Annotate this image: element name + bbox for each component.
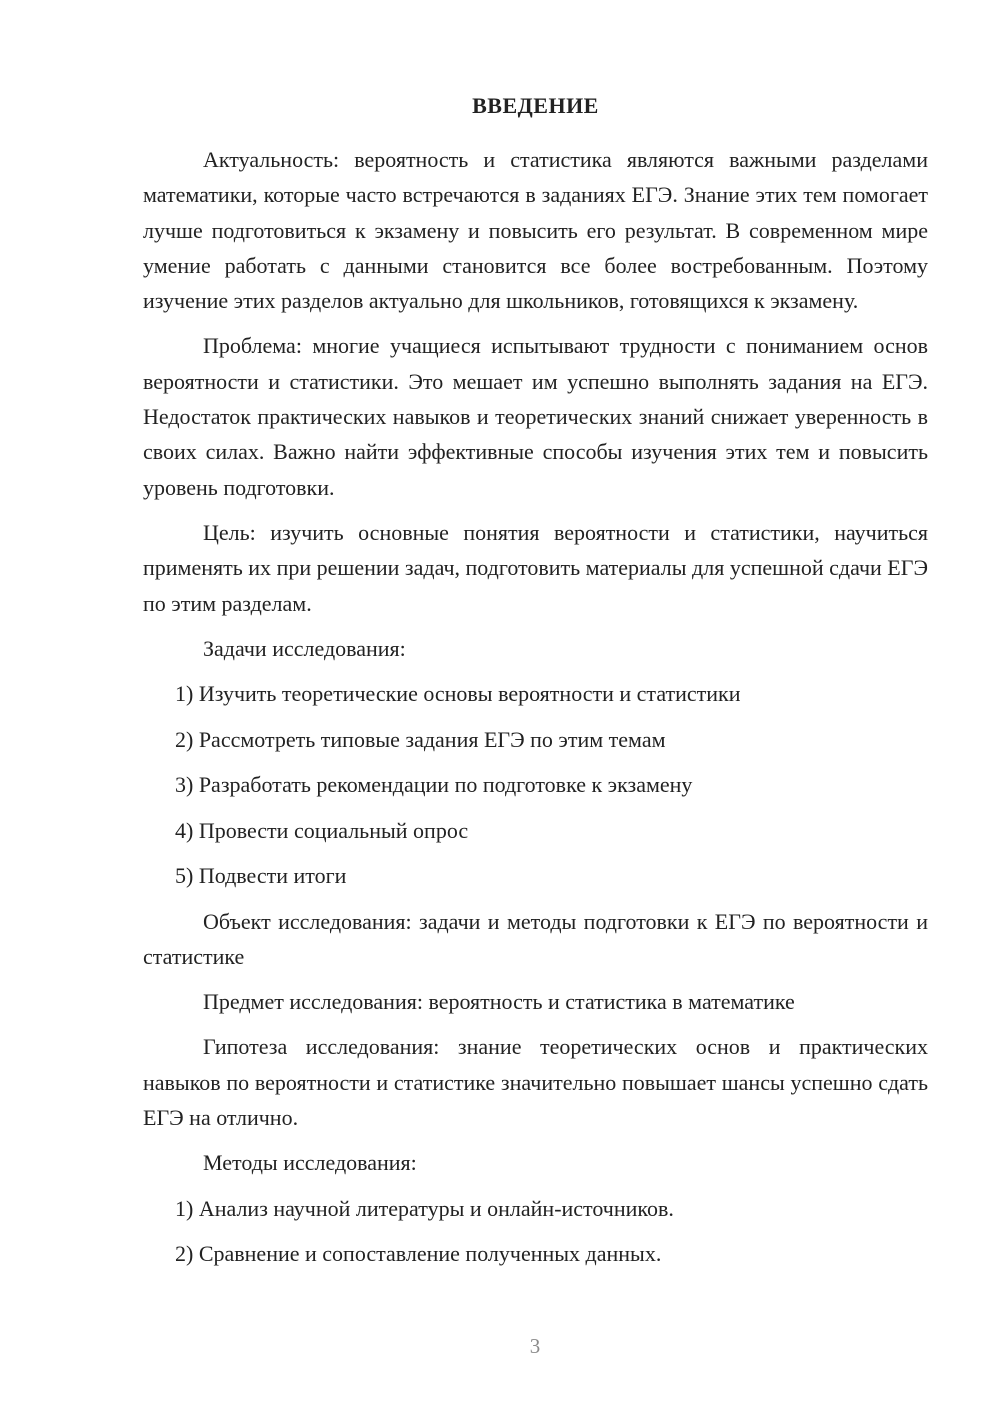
document-page: [143, 92, 928, 1282]
list-item: 2) Сравнение и сопоставление полученных данных.: [175, 1241, 662, 1267]
relevance-paragraph: Актуальность: вероятность и статистика являются важными разделами математики, которые часто встречаются в заданиях ЕГЭ. Знание этих тем помогает лучше подготовиться к экзамену и повысить его результат. В современном мире умение работать с данными становится все более востребованным. Поэтому изучение этих разделов актуально для школьников, готовящихся к экзамену.: [143, 147, 928, 314]
page-number: 3: [529, 1334, 541, 1358]
problem-paragraph: Проблема: многие учащиеся испытывают трудности с пониманием основ вероятности и статистики. Это мешает им успешно выполнять задания на ЕГЭ. Недостаток практических навыков и теоретических знаний снижает уверенность в своих силах. Важно найти эффективные способы изучения этих тем и повысить уровень подготовки.: [143, 333, 928, 500]
goal-paragraph: Цель: изучить основные понятия вероятности и статистики, научиться применять их при решении задач, подготовить материалы для успешной сдачи ЕГЭ по этим разделам.: [143, 519, 928, 616]
tasks-list: [143, 676, 928, 893]
list-item: 1) Анализ научной литературы и онлайн-источников.: [175, 1195, 674, 1221]
list-item: 1) Изучить теоретические основы вероятности и статистики: [175, 681, 741, 707]
list-item: 3) Разработать рекомендации по подготовке к экзамену: [175, 772, 693, 798]
list-item: 4) Провести социальный опрос: [175, 817, 469, 843]
methods-heading: Методы исследования:: [203, 1150, 417, 1176]
methods-list: [143, 1191, 928, 1272]
list-item: 5) Подвести итоги: [175, 863, 347, 889]
list-item: 2) Рассмотреть типовые задания ЕГЭ по этим темам: [175, 726, 666, 752]
section-title: ВВЕДЕНИЕ: [472, 93, 599, 118]
subject-paragraph: Предмет исследования: вероятность и статистика в математике: [203, 989, 795, 1015]
tasks-heading: Задачи исследования:: [203, 635, 406, 661]
hypothesis-paragraph: Гипотеза исследования: знание теоретических основ и практических навыков по вероятности и статистике значительно повышает шансы успешно сдать ЕГЭ на отлично.: [143, 1034, 928, 1131]
object-paragraph: Объект исследования: задачи и методы подготовки к ЕГЭ по вероятности и статистике: [143, 908, 928, 969]
